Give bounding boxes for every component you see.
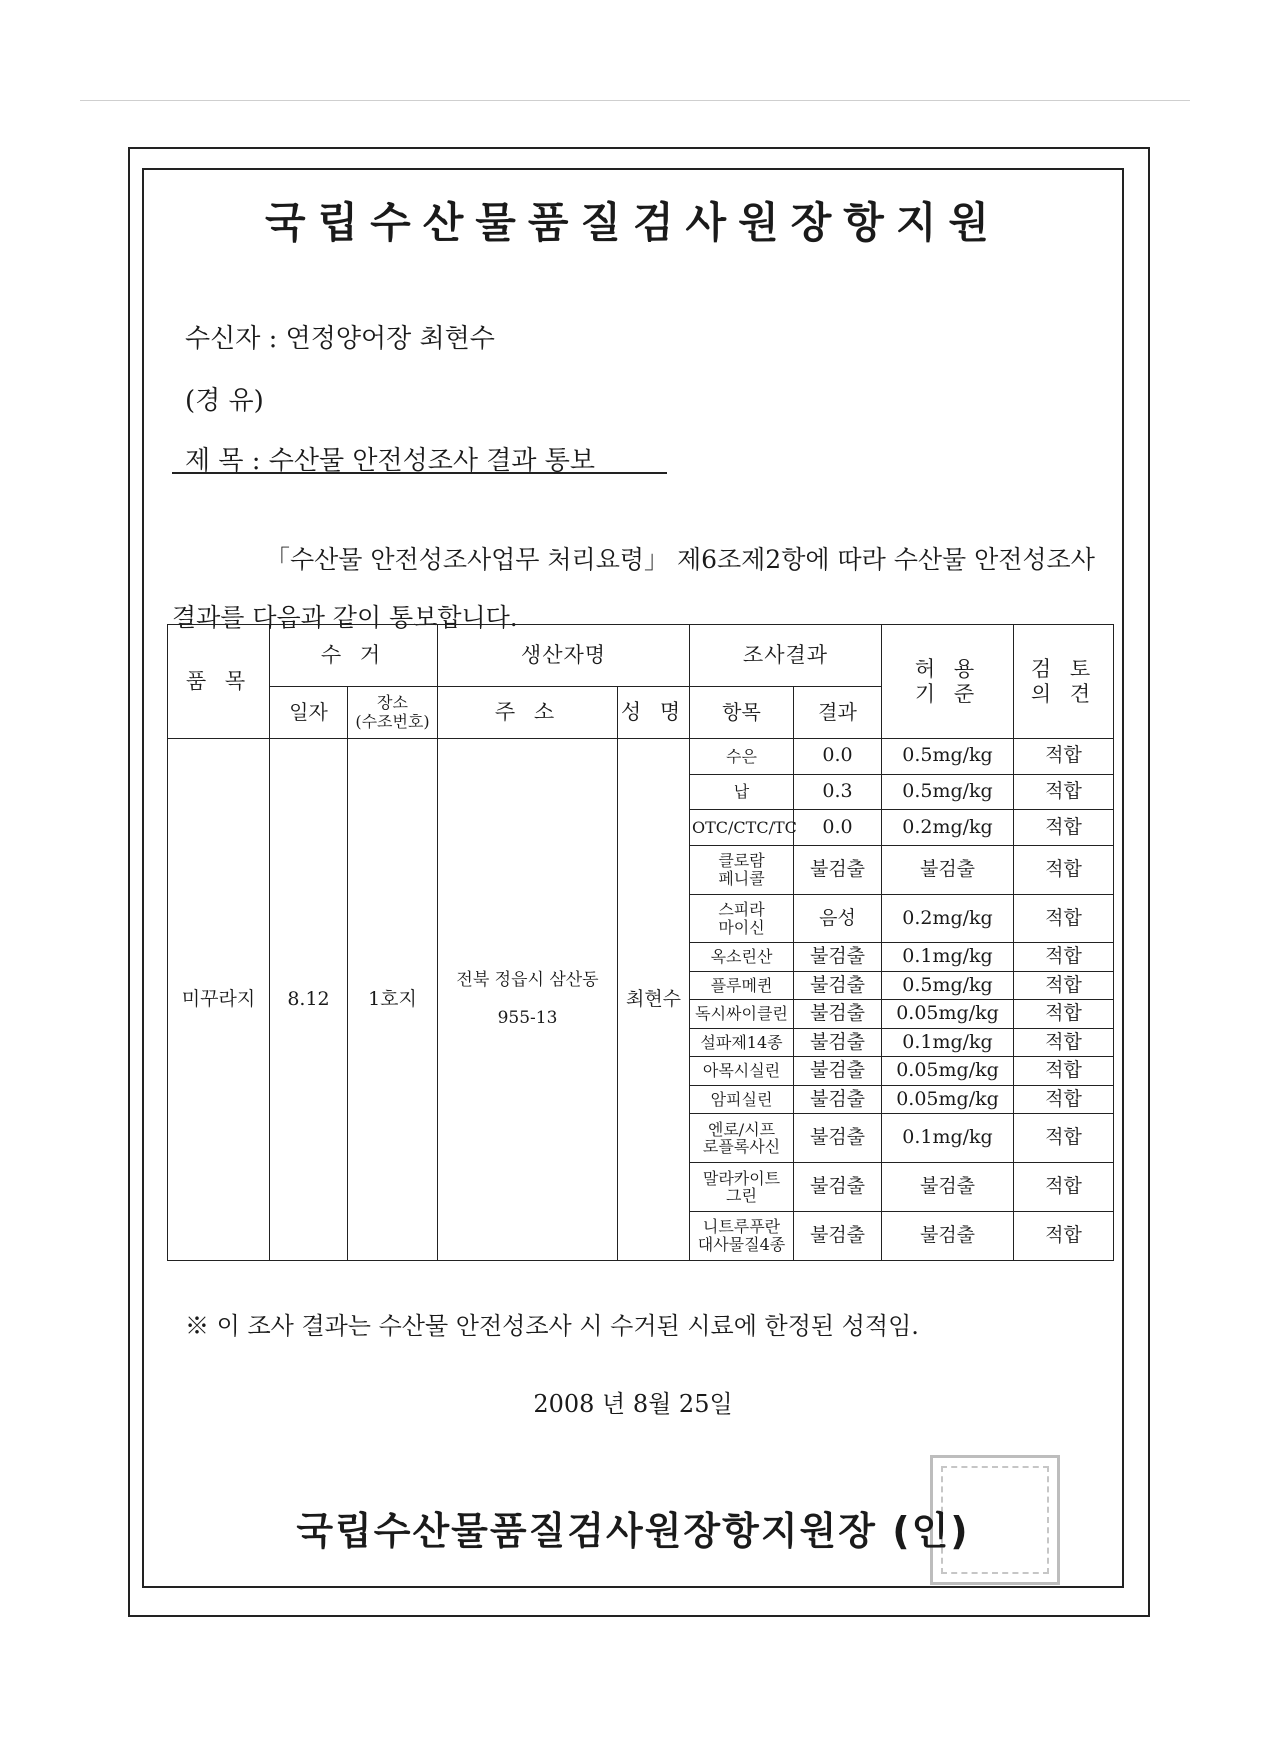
scan-edge-line [80, 100, 1190, 101]
document-title: 국립수산물품질검사원장항지원 [264, 198, 1001, 247]
cell-standard: 0.5mg/kg [882, 739, 1014, 775]
seal-mark: (인) [892, 1509, 970, 1553]
cell-standard: 0.05mg/kg [882, 1085, 1014, 1113]
recipient-value: 연정양어장 최현수 [285, 324, 495, 354]
header-survey-result: 조사결과 [690, 625, 882, 687]
cell-review: 적합 [1014, 1163, 1114, 1212]
cell-item: 미꾸라지 [168, 739, 270, 1261]
cell-test-item: 니트루푸란 대사물질4종 [690, 1212, 794, 1261]
cell-review: 적합 [1014, 1028, 1114, 1056]
cell-result: 0.3 [794, 774, 882, 810]
body-text-line-2: 결과를 다음과 같이 통보합니다. [172, 603, 518, 632]
header-date: 일자 [270, 687, 348, 739]
header-place: 장소 (수조번호) [348, 687, 438, 739]
address-line-1: 전북 정읍시 삼산동 [456, 969, 599, 990]
cell-review: 적합 [1014, 739, 1114, 775]
recipient-line [185, 318, 495, 355]
cell-standard: 불검출 [882, 1212, 1014, 1261]
header-item: 품 목 [168, 625, 270, 739]
header-collection: 수 거 [270, 625, 438, 687]
cell-review: 적합 [1014, 1057, 1114, 1085]
header-address: 주 소 [438, 687, 618, 739]
cell-review: 적합 [1014, 1085, 1114, 1113]
cell-name: 최현수 [618, 739, 690, 1261]
table-row [168, 739, 1114, 775]
cell-review: 적합 [1014, 1000, 1114, 1028]
cell-review: 적합 [1014, 971, 1114, 999]
issue-date: 2008 년 8월 25일 [533, 1390, 733, 1418]
cell-test-item: 스피라 마이신 [690, 894, 794, 943]
cell-test-item: 독시싸이클린 [690, 1000, 794, 1028]
cell-result: 불검출 [794, 1212, 882, 1261]
cell-result: 불검출 [794, 845, 882, 894]
cell-review: 적합 [1014, 774, 1114, 810]
header-review: 검 토 의 견 [1014, 625, 1114, 739]
disclaimer-note: ※ 이 조사 결과는 수산물 안전성조사 시 수거된 시료에 한정된 성적임. [185, 1312, 919, 1340]
body-text-line-1: 「수산물 안전성조사업무 처리요령」 제6조제2항에 따라 수산물 안전성조사 [265, 545, 1095, 574]
cell-standard: 0.05mg/kg [882, 1000, 1014, 1028]
via-line: (경 유) [185, 386, 264, 416]
issuer-line [142, 1500, 1124, 1555]
cell-result: 불검출 [794, 943, 882, 971]
cell-result: 0.0 [794, 810, 882, 846]
header-name: 성 명 [618, 687, 690, 739]
cell-standard: 불검출 [882, 845, 1014, 894]
cell-standard: 0.1mg/kg [882, 1028, 1014, 1056]
cell-result: 불검출 [794, 1114, 882, 1163]
cell-result: 0.0 [794, 739, 882, 775]
cell-result: 불검출 [794, 1163, 882, 1212]
cell-result: 불검출 [794, 971, 882, 999]
cell-test-item: 옥소린산 [690, 943, 794, 971]
cell-standard: 불검출 [882, 1163, 1014, 1212]
cell-review: 적합 [1014, 894, 1114, 943]
cell-standard: 0.2mg/kg [882, 894, 1014, 943]
cell-place: 1호지 [348, 739, 438, 1261]
cell-date: 8.12 [270, 739, 348, 1261]
cell-test-item: 암피실린 [690, 1085, 794, 1113]
cell-review: 적합 [1014, 1114, 1114, 1163]
cell-address [438, 739, 618, 1261]
cell-review: 적합 [1014, 943, 1114, 971]
subject-value: 수산물 안전성조사 결과 통보 [268, 446, 595, 476]
cell-review: 적합 [1014, 810, 1114, 846]
cell-standard: 0.1mg/kg [882, 943, 1014, 971]
cell-result: 불검출 [794, 1057, 882, 1085]
cell-review: 적합 [1014, 1212, 1114, 1261]
cell-test-item: 아목시실린 [690, 1057, 794, 1085]
cell-result: 불검출 [794, 1000, 882, 1028]
subject-label: 제 목 : [185, 446, 269, 476]
results-table [167, 624, 1114, 1261]
header-result: 결과 [794, 687, 882, 739]
cell-test-item: 납 [690, 774, 794, 810]
cell-result: 음성 [794, 894, 882, 943]
address-line-2: 955-13 [497, 1007, 558, 1028]
cell-test-item: 말라카이트 그린 [690, 1163, 794, 1212]
cell-test-item: 플루메퀸 [690, 971, 794, 999]
cell-review: 적합 [1014, 845, 1114, 894]
header-standard: 허 용 기 준 [882, 625, 1014, 739]
cell-test-item: 설파제14종 [690, 1028, 794, 1056]
cell-test-item: 클로람 페니콜 [690, 845, 794, 894]
header-producer: 생산자명 [438, 625, 690, 687]
recipient-label: 수신자 : [185, 324, 286, 354]
cell-result: 불검출 [794, 1028, 882, 1056]
cell-test-item: OTC/CTC/TC [690, 810, 794, 846]
cell-standard: 0.5mg/kg [882, 774, 1014, 810]
cell-result: 불검출 [794, 1085, 882, 1113]
cell-standard: 0.1mg/kg [882, 1114, 1014, 1163]
subject-underline [172, 472, 667, 474]
results-table-body [168, 739, 1114, 1261]
cell-standard: 0.2mg/kg [882, 810, 1014, 846]
issuer-name: 국립수산물품질검사원장항지원장 [296, 1509, 877, 1553]
header-test-item: 항목 [690, 687, 794, 739]
cell-test-item: 엔로/시프 로플록사신 [690, 1114, 794, 1163]
cell-standard: 0.05mg/kg [882, 1057, 1014, 1085]
cell-test-item: 수은 [690, 739, 794, 775]
cell-standard: 0.5mg/kg [882, 971, 1014, 999]
